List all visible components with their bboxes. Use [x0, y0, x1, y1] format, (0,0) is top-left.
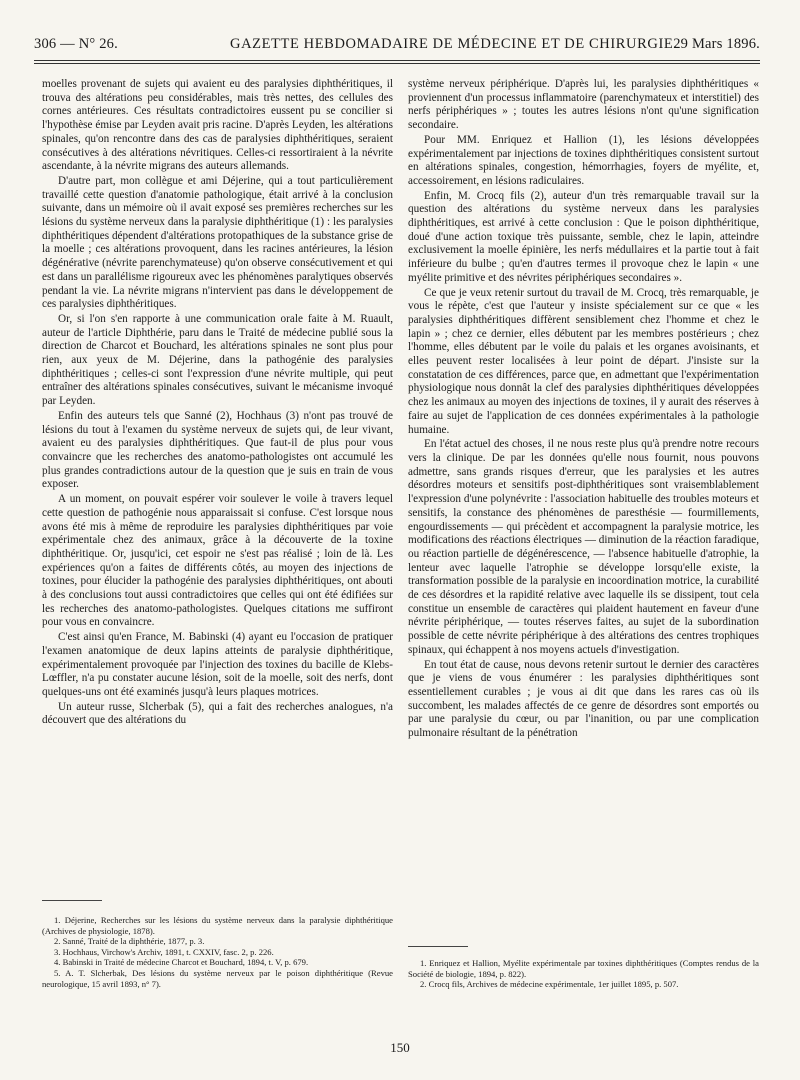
paragraph: Pour MM. Enriquez et Hallion (1), les lésions développées expérimentalement par injections de toxines diphthéritiques consistent surtout en altérations spinales, congestion, hémorrhagies, foyers de myélite, et, accessoirement, en lésions radiculaires.: [408, 133, 759, 187]
header-rule: [34, 60, 760, 64]
page-number: 150: [390, 1040, 410, 1055]
right-footnotes: [408, 958, 759, 990]
paragraph: Enfin des auteurs tels que Sanné (2), Hochhaus (3) n'ont pas trouvé de lésions du tout à l'examen du système nerveux de sujets qui, de leur vivant, avaient eu des paralysies diphthéritiques. Que faut-il de plus pour vous convaincre que les recherches des anatomo-pathologistes ont accumulé les plus grandes contradictions autour de la question que je suis en train de vous exposer.: [42, 409, 393, 491]
paragraph: Or, si l'on s'en rapporte à une communication orale faite à M. Ruault, auteur de l'article Diphthérie, paru dans le Traité de médecine publié sous la direction de Charcot et Bouchard, les altérations spinales ne sont plus pour rien, aux yeux de M. Déjerine, dans la pathogénie des paralysies diphthéritiques ; celles-ci sont l'expression d'une névrite multiple, qui peut entraîner des altérations spinales consécutives, suivant le mécanisme invoqué par Leyden.: [42, 312, 393, 408]
footnote-rule: [408, 946, 468, 947]
paragraph: En l'état actuel des choses, il ne nous reste plus qu'à prendre notre recours vers la clinique. De par les données qu'elle nous fournit, nous pouvons admettre, sans grands risques d'erreur, que les paralysies et les autres désordres moteurs et sensitifs post-diphthéritiques sont vraisemblablement l'expression d'une polynévrite : l'association habituelle des troubles moteurs et sensitifs, la constance des phénomènes de paresthésie — fourmillements, engourdissements — qui précèdent et accompagnent la paralysie motrice, les modifications des réactions électriques — diminution de la réaction faradique, ou réaction partielle de dégénérescence, — l'absence habituelle d'atrophie, la lenteur avec laquelle l'atrophie se développe lorsqu'elle existe, la transformation possible de la paralysie en incoordination motrice, la curabilité de ces désordres et la rapidité relative avec laquelle ils se dissipent, tout cela constitue un ensemble de caractères qui plaident hautement en faveur d'une névrite périphérique, — toutes réserves faites, au sujet de la subordination possible de cette névrite périphérique à des altérations des centres trophiques spinaux, qui échappent à nos moyens actuels d'investigation.: [408, 438, 759, 656]
paragraph: moelles provenant de sujets qui avaient eu des paralysies diphthéritiques, il trouva des altérations peu considérables, mais très nettes, des cellules des cornes antérieures. Ces résultats contradictoires eussent pu se concilier si l'hypothèse émise par Leyden avait pris racine. D'après Leyden, les altérations spinales, qu'on rencontre dans des cas de paralysies diphthéritiques, seraient consécutives à des altérations névritiques. Celles-ci ressortiraient à la névrite ascendante, à la névrite migrans des auteurs allemands.: [42, 78, 393, 173]
footnote: 1. Enriquez et Hallion, Myélite expérimentale par toxines diphthéritiques (Comptes rendus de la Société de biologie, 1894, p. 822).: [408, 958, 759, 979]
paragraph: En tout état de cause, nous devons retenir surtout le dernier des caractères que je viens de vous énumérer : les paralysies diphthéritiques sont essentiellement curables ; je vous ai dit que dans les rares cas où ils succombent, les malades affectés de ce genre de désordres sont emportés ou par une paralysie du cœur, ou par l'inanition, ou par une complication pulmonaire résultant de la pénétration: [408, 658, 759, 740]
paragraph: système nerveux périphérique. D'après lui, les paralysies diphthéritiques « proviennent d'un processus inflammatoire (parenchymateux et interstitiel) des nerfs périphériques » ; toutes les autres lésions n'ont qu'une signification secondaire.: [408, 78, 759, 132]
footnote: 2. Crocq fils, Archives de médecine expérimentale, 1er juillet 1895, p. 507.: [420, 979, 679, 990]
issue-date: 29 Mars 1896.: [673, 36, 760, 52]
left-footnotes: [42, 915, 393, 989]
footnote: 1. Déjerine, Recherches sur les lésions du système nerveux dans la paralysie diphthéritique (Archives de physiologie, 1878).: [42, 915, 393, 936]
paragraph: A un moment, on pouvait espérer voir soulever le voile à travers lequel cette question de pathogénie nous apparaissait si confuse. C'est lorsque nous avons été mis à même de reproduire les paralysies diphthéritiques par voie expérimentale chez des animaux, grâce à la découverte de la toxine diphthéritique. Or, jusqu'ici, cet espoir ne s'est pas réalisé ; loin de là. Les expériences qu'on a faites de différents côtés, au moyen des injections de toxines, pour élucider la pathogénie des paralysies diphthéritiques, ont abouti à des conclusions tout aussi contradictoires que celles qui ont été édifiées sur les recherches des anatomo-pathologistes. Quelques citations me suffiront pour vous en convaincre.: [42, 493, 393, 629]
paragraph: C'est ainsi qu'en France, M. Babinski (4) ayant eu l'occasion de pratiquer l'examen anatomique de deux lapins atteints de paralysie diphthéritique, expérimentalement provoquée par l'injection des toxines du bacille de Klebs-Lœffler, n'a pu constater aucune lésion, soit de la moelle, soit des nerfs, dont quelques-uns ont été examinés jusqu'à leurs plaques motrices.: [42, 631, 393, 698]
paragraph: Ce que je veux retenir surtout du travail de M. Crocq, très remarquable, je vous le répète, c'est que l'auteur y insiste spécialement sur ce que « les paralysies diphthéritiques diffèrent sensiblement chez l'homme et chez le lapin » ; chez ce dernier, elles débutent par les membres postérieurs ; chez l'homme, elles débutent par le voile du palais et les organes avoisinants, et elles peuvent rester localisées à leur point de départ. J'insiste sur la constatation de ces différences, parce que, en admettant que l'expérimentation physiologique nous donnât la clef des paralysies diphthéritiques développées chez les animaux au moyen des injections de toxines, il y aurait des réserves à faire au sujet de l'application de ces données expérimentales à la pathologie humaine.: [408, 286, 759, 436]
running-header: [34, 36, 760, 62]
left-column: [42, 78, 393, 728]
footnote: 3. Hochhaus, Virchow's Archiv, 1891, t. CXXIV, fasc. 2, p. 226.: [54, 946, 274, 957]
journal-title: GAZETTE HEBDOMADAIRE DE MÉDECINE ET DE CHIRURGIE.: [230, 36, 678, 52]
footnote: 4. Babinski in Traité de médecine Charcot et Bouchard, 1894, t. V, p. 679.: [54, 957, 309, 968]
paragraph: D'autre part, mon collègue et ami Déjerine, qui a tout particulièrement travaillé cette question d'anatomie pathologique, était arrivé à la conclusion suivante, dans un mémoire où il avait exposé ses premières recherches sur les lésions du système nerveux dans la paralysie diphthéritique (1) : les paralysies diphthéritiques dépendent d'altérations protopathiques de la substance grise de la moelle ; ces altérations provoquent, dans les racines antérieures, la lésion dégénérative (névrite parenchymateuse) qu'on observe consécutivement et qui est dans un parallélisme rigoureux avec les phénomènes paralytiques observés pendant la vie. La névrite migrans n'intervient pas dans le développement de ces paralysies diphthéritiques.: [42, 174, 393, 311]
paragraph: Enfin, M. Crocq fils (2), auteur d'un très remarquable travail sur la question des altérations du système nerveux dans les paralysies diphthéritiques, est arrivé à cette conclusion : Que le poison diphthéritique, doué d'une action toxique très puissante, semble, chez le lapin, atteindre exclusivement la moelle épinière, les nerfs médullaires et la partie tout à fait inférieure du bulbe ; qu'en d'autres termes il provoque chez le lapin « une myélite primitive et des névrites périphériques secondaires ».: [408, 189, 759, 284]
footnote: 2. Sanné, Traité de la diphthérie, 1877, p. 3.: [54, 936, 205, 947]
footnote-rule: [42, 900, 102, 901]
header-page-ref: 306 — N° 26.: [34, 36, 118, 52]
paragraph: Un auteur russe, Slcherbak (5), qui a fait des recherches analogues, n'a découvert que des altérations du: [42, 700, 393, 727]
footnote: 5. A. T. Slcherbak, Des lésions du système nerveux par le poison diphthéritique (Revue neurologique, 15 avril 1893, n° 7).: [42, 967, 393, 989]
right-column: [408, 78, 759, 741]
